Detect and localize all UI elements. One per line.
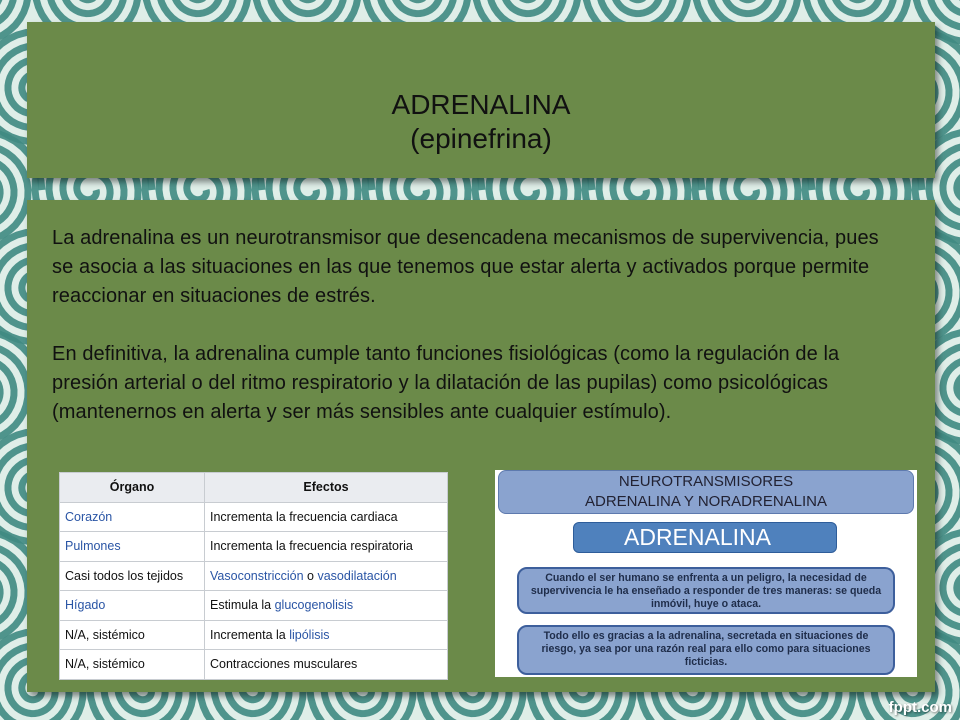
organ-cell: [60, 561, 205, 591]
infographic-pill: ADRENALINA: [573, 522, 837, 553]
effect-text: Incrementa la frecuencia cardiaca: [210, 509, 398, 524]
effect-text: Incrementa la frecuencia respiratoria: [210, 539, 413, 554]
effect-text: o: [303, 568, 318, 583]
table-row: [60, 502, 448, 532]
paragraph-2: En definitiva, la adrenalina cumple tanto funciones fisiológicas (como la regulación de la presión arterial o del ritmo respiratorio y la dilatación de las pupilas) como psicológicas (mantenernos en alerta y ser más sensibles ante cualquier estímulo).: [52, 343, 840, 423]
table-row: [60, 650, 448, 680]
title-line-1: ADRENALINA: [391, 89, 571, 120]
organ-cell: [60, 650, 205, 680]
infographic-header-line-1: NEUROTRANSMISORES: [618, 473, 794, 490]
infographic-box-2: Todo ello es gracias a la adrenalina, secretada en situaciones de riesgo, ya sea por una razón real para ello como para situaciones ficticias.: [517, 625, 895, 675]
effect-cell: [205, 561, 448, 591]
paragraph-1: La adrenalina es un neurotransmisor que desencadena mecanismos de supervivencia, pues se asocia a las situaciones en las que tenemos que estar alerta y activados porque permite reaccionar en situaciones de estrés.: [52, 227, 879, 307]
organ-text: N/A, sistémico: [65, 627, 145, 642]
organ-cell: [60, 591, 205, 621]
title-panel: [27, 22, 935, 178]
organ-link[interactable]: Hígado: [65, 598, 106, 613]
organ-link[interactable]: Pulmones: [65, 539, 121, 554]
organ-text: N/A, sistémico: [65, 657, 145, 672]
infographic-box-1: Cuando el ser humano se enfrenta a un peligro, la necesidad de supervivencia le ha enseñado a responder de tres maneras: se queda inmóvil, huye o ataca.: [517, 567, 895, 614]
table-row: [60, 532, 448, 562]
slide-title: [27, 88, 935, 156]
table-header-row: [60, 473, 448, 503]
effect-link[interactable]: lipólisis: [289, 627, 330, 642]
effect-link[interactable]: glucogenolisis: [274, 598, 354, 613]
effect-cell: [205, 650, 448, 680]
organ-cell: [60, 502, 205, 532]
organ-cell: [60, 532, 205, 562]
effect-text: Incrementa la: [210, 627, 290, 642]
infographic-header-line-2: ADRENALINA Y NORADRENALINA: [584, 493, 828, 510]
organ-link[interactable]: Corazón: [65, 509, 113, 524]
table-row: [60, 591, 448, 621]
effect-link[interactable]: Vasoconstricción: [210, 568, 304, 583]
organ-text: Casi todos los tejidos: [65, 568, 184, 583]
table-row: [60, 620, 448, 650]
body-text: [52, 224, 897, 456]
effect-cell: [205, 502, 448, 532]
content-panel: [27, 200, 935, 692]
table-row: [60, 561, 448, 591]
header-organ: Órgano: [60, 473, 205, 503]
effect-text: Contracciones musculares: [210, 657, 358, 672]
fppt-watermark: fppt.com: [888, 699, 952, 716]
title-line-2: (epinefrina): [410, 123, 552, 154]
effect-cell: [205, 620, 448, 650]
effect-cell: [205, 532, 448, 562]
header-effects: Efectos: [205, 473, 448, 503]
infographic-header: [498, 470, 914, 514]
effect-link[interactable]: vasodilatación: [317, 568, 397, 583]
effect-cell: [205, 591, 448, 621]
organ-cell: [60, 620, 205, 650]
adrenalina-infographic: [495, 470, 917, 677]
organ-effects-table: [59, 472, 448, 680]
effect-text: Estimula la: [210, 598, 275, 613]
